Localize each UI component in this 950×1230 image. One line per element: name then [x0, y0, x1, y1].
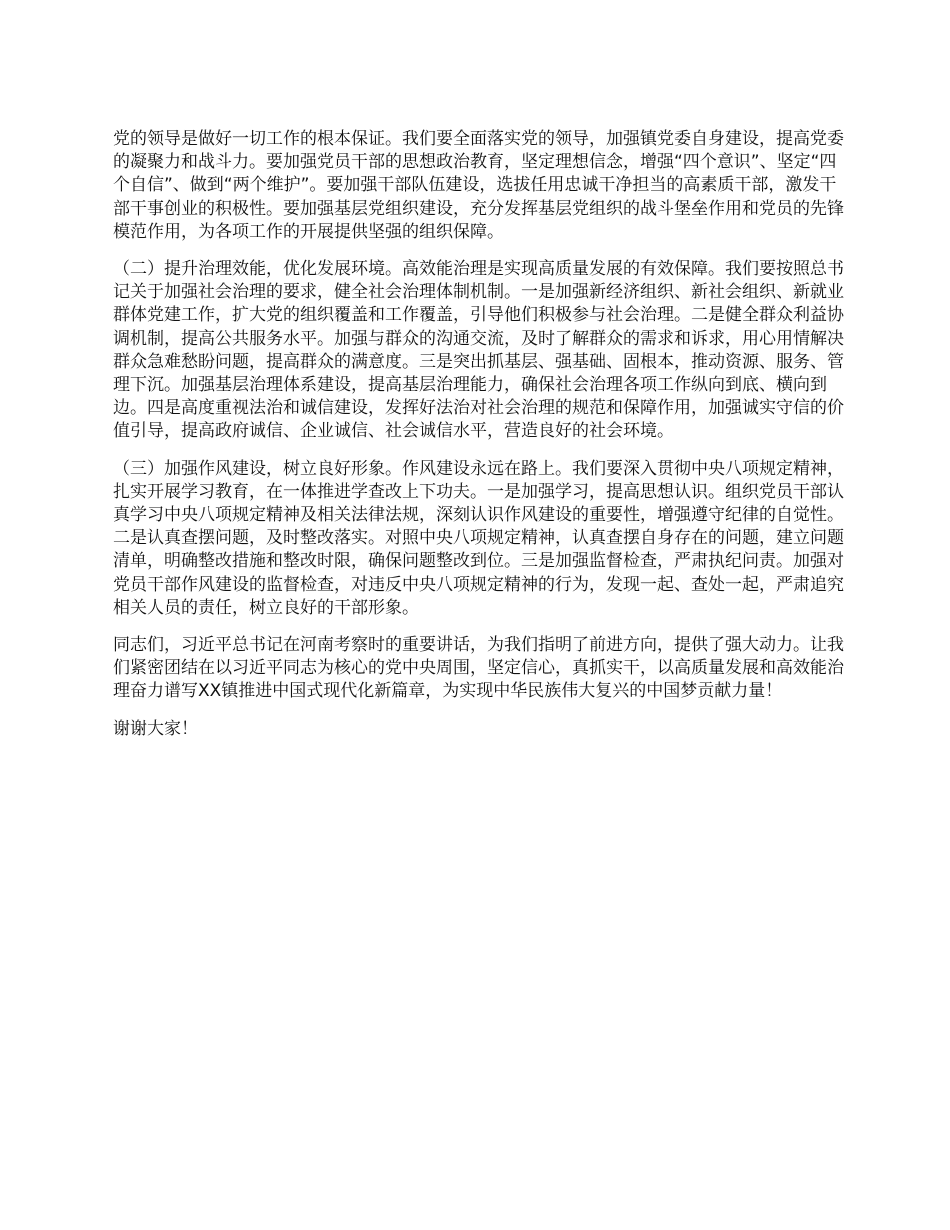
- paragraph-governance: （二）提升治理效能，优化发展环境。高效能治理是实现高质量发展的有效保障。我们要按照总书记关于加强社会治理的要求，健全社会治理体制机制。一是加强新经济组织、新社会组织、新就业群体党建工作，扩大党的组织覆盖和工作覆盖，引导他们积极参与社会治理。二是健全群众利益协调机制，提高公共服务水平。加强与群众的沟通交流，及时了解群众的需求和诉求，用心用情解决群众急难愁盼问题，提高群众的满意度。三是突出抓基层、强基础、固根本，推动资源、服务、管理下沉。加强基层治理体系建设，提高基层治理能力，确保社会治理各项工作纵向到底、横向到边。四是高度重视法治和诚信建设，发挥好法治对社会治理的规范和保障作用，加强诚实守信的价值引导，提高政府诚信、企业诚信、社会诚信水平，营造良好的社会环境。: [113, 259, 844, 442]
- paragraph-party-leadership: 党的领导是做好一切工作的根本保证。我们要全面落实党的领导，加强镇党委自身建设，提高党委的凝聚力和战斗力。要加强党员干部的思想政治教育，坚定理想信念，增强“四个意识”、坚定“四个自信”、做到“两个维护”。要加强干部队伍建设，选拔任用忠诚干净担当的高素质干部，激发干部干事创业的积极性。要加强基层党组织建设，充分发挥基层党组织的战斗堡垒作用和党员的先锋模范作用，为各项工作的开展提供坚强的组织保障。: [113, 129, 844, 242]
- paragraph-work-style: （三）加强作风建设，树立良好形象。作风建设永远在路上。我们要深入贯彻中央八项规定精神，扎实开展学习教育，在一体推进学查改上下功夫。一是加强学习，提高思想认识。组织党员干部认真学习中央八项规定精神及相关法律法规，深刻认识作风建设的重要性，增强遵守纪律的自觉性。二是认真查摆问题，及时整改落实。对照中央八项规定精神，认真查摆自身存在的问题，建立问题清单，明确整改措施和整改时限，确保问题整改到位。三是加强监督检查，严肃执纪问责。加强对党员干部作风建设的监督检查，对违反中央八项规定精神的行为，发现一起、查处一起，严肃追究相关人员的责任，树立良好的干部形象。: [113, 458, 844, 618]
- document-body: [113, 128, 848, 755]
- paragraph-closing-call: 同志们，习近平总书记在河南考察时的重要讲话，为我们指明了前进方向，提供了强大动力。让我们紧密团结在以习近平同志为核心的党中央周围，坚定信心，真抓实干，以高质量发展和高效能治理奋力谱写XX镇推进中国式现代化新篇章，为实现中华民族伟大复兴的中国梦贡献力量！: [113, 635, 844, 702]
- paragraph-thanks: 谢谢大家！: [113, 718, 198, 739]
